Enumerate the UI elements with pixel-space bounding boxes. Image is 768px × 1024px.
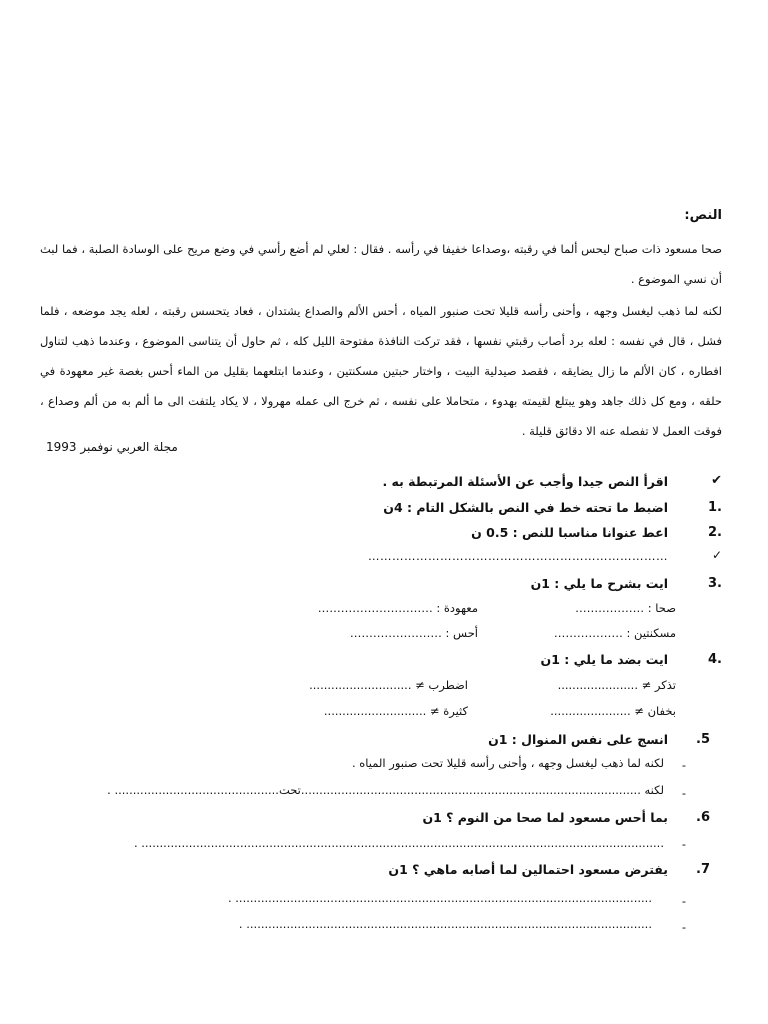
q7-answer-line-1[interactable]: . .................................................................................................................. xyxy=(227,891,652,905)
instruction-text: اقرأ النص جيدا وأجب عن الأسئلة المرتبطة به . xyxy=(382,474,668,489)
q3-item-1[interactable]: صحا : ……………… xyxy=(575,601,676,615)
text-paragraph-2: لكنه لما ذهب ليغسل وجهه ، وأحنى رأسه قليلا تحت صنبور المياه ، أحس الألم والصداع يشتدان ، فعاد يتحسس رقبته ، لعله يجد موضعه ، فلما فشل ، قال في نفسه : لعله برد أصاب رقبتي نفسها ، فقد تركت النافذة مفتوحة الليل كله ، ثم حاول أن يتناسى الموضوع ، وعندما ذهب لتناول افطاره ، كان الألم ما زال يضايقه ، فقصد صيدلية البيت ، واختار حبتين مسكنتين ، وعندما ابتلعهما بقليل من الماء أحس بغصة غير معهودة في حلقه ، ومع كل ذلك جاهد وهو يبتلع لقيمته بهدوء ، متحاملا على نفسه ، ثم خرج الى عمله مهرولا ، لا يكاد يلتفت الى ما ألم به من ألم وصداع ، فوقت العمل لا تفصله عنه الا دقائق قليلة . xyxy=(40,304,722,438)
q5-fill-line[interactable]: لكنه .............................................................................................تحت............................................. . xyxy=(107,783,664,797)
question-6-number: .6 xyxy=(696,810,710,825)
q7-dash-2: - xyxy=(681,920,686,934)
question-3: ايت بشرح ما يلي : 1ن xyxy=(530,576,668,591)
question-2-number: 2. xyxy=(708,525,722,540)
question-7: يفترض مسعود احتمالين لما أصابه ماهي ؟ 1ن xyxy=(388,862,668,877)
question-5-number: .5 xyxy=(696,732,710,747)
q4-item-3[interactable]: بخفان ≠ ...................... xyxy=(550,704,676,718)
q5-model-sentence: لكنه لما ذهب ليغسل وجهه ، وأحنى رأسه قليلا تحت صنبور المياه . xyxy=(351,756,664,770)
q4-item-1[interactable]: تذكر ≠ ...................... xyxy=(557,678,676,692)
q4-item-4[interactable]: كثيرة ≠ ............................ xyxy=(323,704,468,718)
text-source: مجلة العربي نوفمبر 1993 xyxy=(46,440,178,454)
q6-answer-line[interactable]: . ............................................................................................................................................... xyxy=(133,836,664,850)
check-icon: ✓ xyxy=(711,548,722,562)
q3-item-4[interactable]: أحس : …………………… xyxy=(349,626,478,640)
checkmark-icon: ✔ xyxy=(711,473,722,488)
text-paragraph-1: صحا مسعود ذات صباح ليحس ألما في رقبته ،وصداعا خفيفا في رأسه . فقال : لعلي لم أضع رأسي في وضع مريح على الوسادة الصلبة ، فما لبث أن نسي الموضوع . xyxy=(40,242,722,286)
question-7-number: .7 xyxy=(696,862,710,877)
q6-dash: - xyxy=(681,837,686,851)
q5-dash-2: - xyxy=(681,786,686,800)
answer-line-q2[interactable]: ………………………………………………………………… xyxy=(368,549,668,563)
q5-dash-1: - xyxy=(681,758,686,772)
question-1-number: 1. xyxy=(708,500,722,515)
question-4: ايت بضد ما يلي : 1ن xyxy=(540,652,668,667)
question-1: اضبط ما تحته خط في النص بالشكل التام : 4ن xyxy=(383,500,668,515)
q7-dash-1: - xyxy=(681,894,686,908)
question-5: انسج على نفس المنوال : 1ن xyxy=(488,732,668,747)
question-3-number: 3. xyxy=(708,576,722,591)
q3-item-2[interactable]: معهودة : ………………………… xyxy=(317,601,478,615)
q3-item-3[interactable]: مسكنتين : ……………… xyxy=(553,626,676,640)
question-6: بما أحس مسعود لما صحا من النوم ؟ 1ن xyxy=(422,810,668,825)
text-title: النص: xyxy=(684,208,722,223)
q4-item-2[interactable]: اضطرب ≠ ............................ xyxy=(309,678,468,692)
question-2: اعط عنوانا مناسبا للنص : 0.5 ن xyxy=(471,525,668,540)
question-4-number: 4. xyxy=(708,652,722,667)
q7-answer-line-2[interactable]: . ............................................................................................................... xyxy=(238,917,652,931)
